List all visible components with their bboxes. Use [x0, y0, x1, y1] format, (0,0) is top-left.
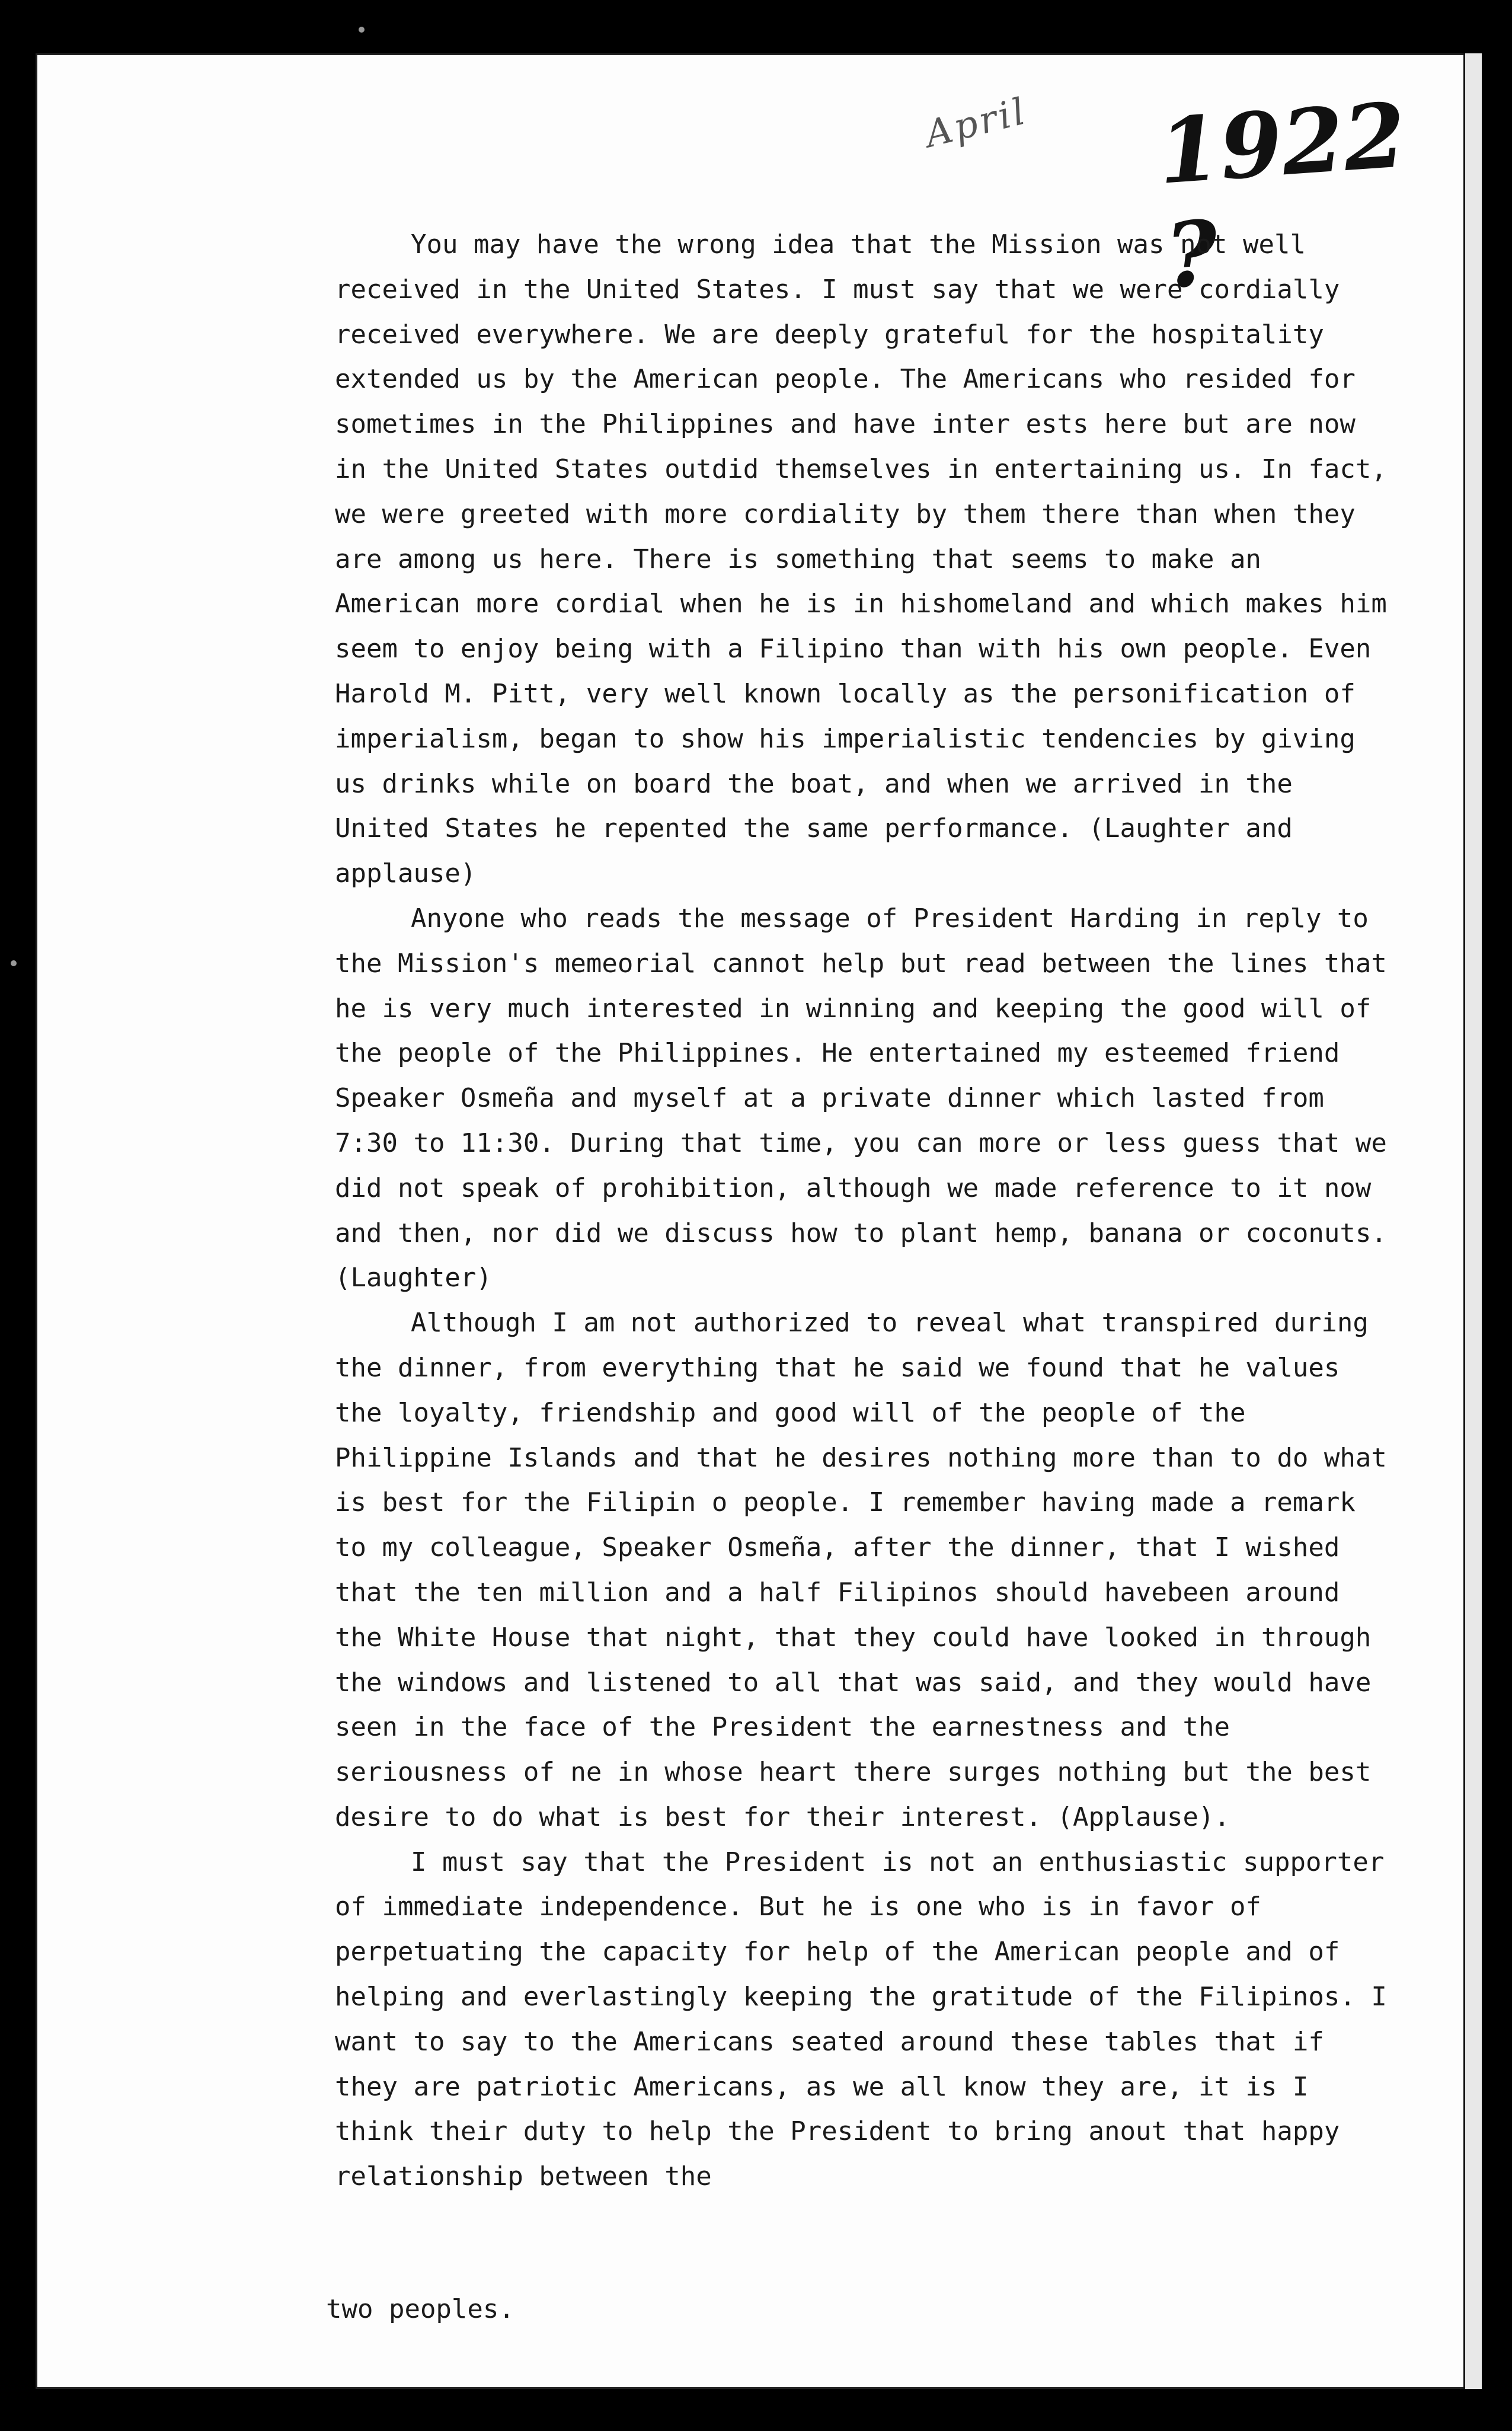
- handwritten-month-note: April: [920, 89, 1032, 156]
- paragraph-1: You may have the wrong idea that the Mission was not well received in the United States. I must say that we were cordially received everywhere. We are deeply grateful for the hospitality extended us by the American people. The Americans who resided for sometimes in the Philippines and have inter ests here but are now in the United States outdid themselves in entertaining us. In fact, we were greeted with more cordiality by them there than when they are among us here. There is something that seems to make an American more cordial when he is in hishomeland and which makes him seem to enjoy being with a Filipino than with his own people. Even Harold M. Pitt, very well known locally as the personification of imperialism, began to show his imperialistic tendencies by giving us drinks while on board the boat, and when we arrived in the United States he repented the same performance. (Laughter and applause): [335, 229, 1387, 889]
- typed-speech-body: [335, 222, 1390, 2199]
- paragraph-3: Although I am not authorized to reveal what transpired during the dinner, from everything that he said we found that he values the loyalty, friendship and good will of the people of the Philippine Islands and that he desires nothing more than to do what is best for the Filipin o people. I remember having made a remark to my colleague, Speaker Osmeña, after the dinner, that I wished that the ten million and a half Filipinos should havebeen around the White House that night, that they could have looked in through the windows and listened to all that was said, and they would have seen in the face of the President the earnestness and the seriousness of ne in whose heart there surges nothing but the best desire to do what is best for their interest. (Applause).: [335, 1308, 1387, 1832]
- continuation-footer: two peoples.: [326, 2294, 514, 2324]
- paragraph-2: Anyone who reads the message of President Harding in reply to the Mission's memeorial cannot help but read between the lines that he is very much interested in winning and keeping the good will of the people of the Philippines. He entertained my esteemed friend Speaker Osmeña and myself at a private dinner which lasted from 7:30 to 11:30. During that time, you can more or less guess that we did not speak of prohibition, although we made reference to it now and then, nor did we discuss how to plant hemp, banana or coconuts. (Laughter): [335, 903, 1387, 1293]
- scan-speck: [11, 960, 17, 966]
- scan-speck: [359, 27, 365, 33]
- page-edge: [1463, 53, 1482, 2389]
- paragraph-4: I must say that the President is not an enthusiastic supporter of immediate independence. But he is one who is in favor of perpetuating the capacity for help of the American people and of helping and everlastingly keeping the gratitude of the Filipinos. I want to say to the Americans seated around these tables that if they are patriotic Americans, as we all know they are, it is I think their duty to help the President to bring anout that happy relationship between the: [335, 1847, 1387, 2192]
- handwritten-year-note: 1922 ?: [1155, 83, 1409, 309]
- document-page: [36, 53, 1482, 2389]
